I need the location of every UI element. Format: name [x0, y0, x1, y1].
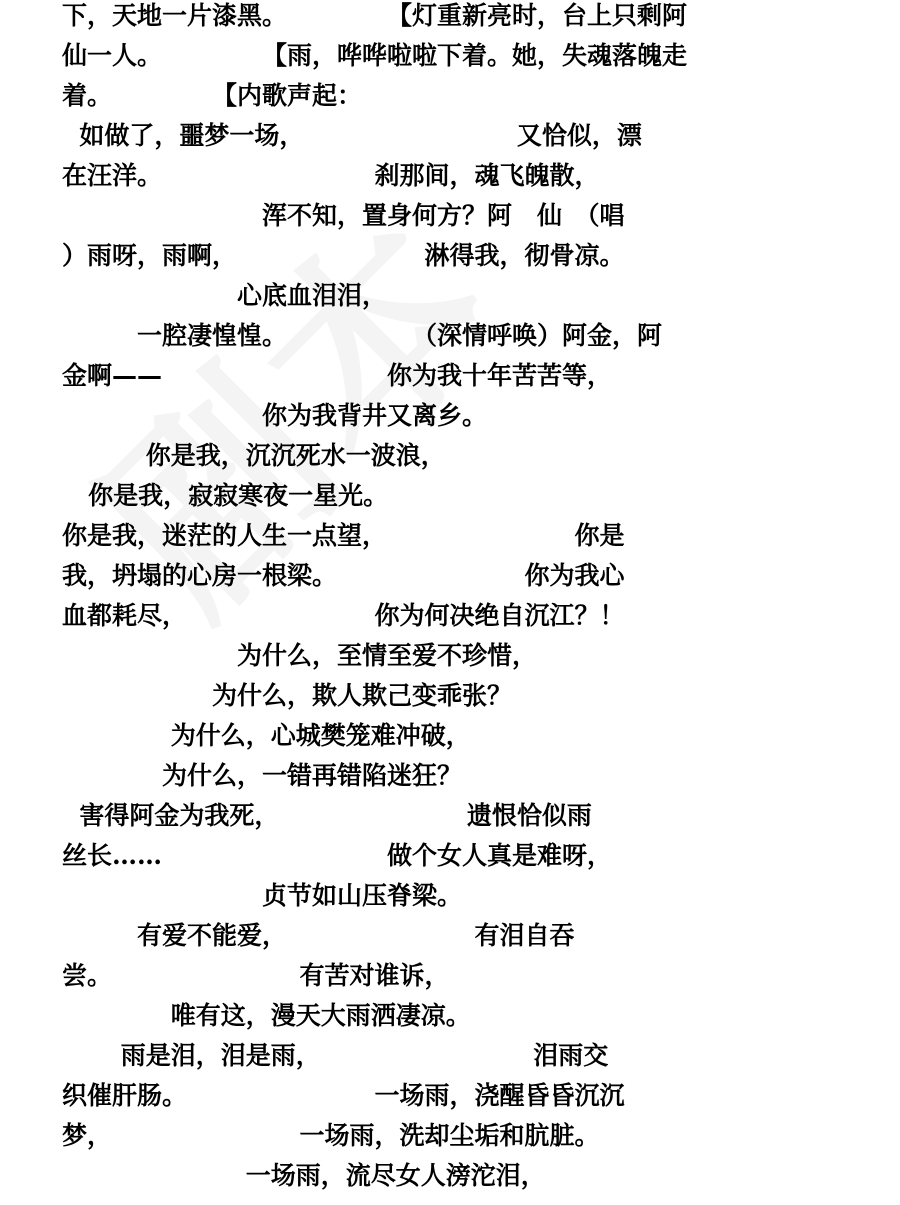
text-line: 你是我，沉沉死水一波浪， — [62, 441, 446, 470]
text-line: 为什么，欺人欺己变乖张？ — [62, 681, 513, 710]
text-line: 有爱不能爱， 有泪自吞 — [62, 921, 575, 950]
text-line: 血都耗尽， 你为何决绝自沉江？！ — [62, 601, 625, 630]
text-line: 我，坍塌的心房一根梁。 你为我心 — [62, 561, 625, 590]
text-line: 你是我，寂寂寒夜一星光。 — [62, 481, 389, 510]
text-line: 为什么，心城樊笼难冲破， — [62, 721, 471, 750]
text-line: 仙一人。 【雨，哗哗啦啦下着。她，失魂落魄走 — [62, 41, 688, 70]
text-line: 心底血泪泪， — [62, 281, 388, 310]
text-line: 浑不知，置身何方？阿 仙 （唱 — [62, 201, 625, 230]
text-line: ）雨呀，雨啊， 淋得我，彻骨凉。 — [62, 241, 625, 270]
text-line: 雨是泪，泪是雨， 泪雨交 — [62, 1041, 609, 1070]
text-line: 下，天地一片漆黑。 【灯重新亮时，台上只剩阿 — [62, 1, 688, 30]
text-line: 为什么，至情至爱不珍惜， — [62, 641, 538, 670]
text-line: 丝长…… 做个女人真是难呀， — [62, 841, 613, 870]
text-line: 一场雨，流尽女人滂沱泪， — [62, 1161, 546, 1190]
text-line: 织催肝肠。 一场雨，浇醒昏昏沉沉 — [62, 1081, 625, 1110]
text-line: 尝。 有苦对谁诉， — [62, 961, 450, 990]
text-line: 着。 【内歌声起： — [62, 81, 363, 110]
text-line: 在汪洋。 刹那间，魂飞魄散， — [62, 161, 600, 190]
text-line: 你是我，迷茫的人生一点望， 你是 — [62, 521, 625, 550]
text-line: 一腔凄惶惶。 （深情呼唤）阿金，阿 — [62, 321, 663, 350]
text-line: 你为我背井又离乡。 — [62, 401, 488, 430]
text-line: 梦， 一场雨，洗却尘垢和肮脏。 — [62, 1121, 600, 1150]
text-line: 唯有这，漫天大雨洒凄凉。 — [62, 1001, 471, 1030]
text-line: 为什么，一错再错陷迷狂？ — [62, 761, 463, 790]
text-line: 如做了，噩梦一场， 又恰似，漂 — [62, 121, 642, 150]
text-line: 害得阿金为我死， 遗恨恰似雨 — [62, 801, 592, 830]
text-line: 金啊—— 你为我十年苦苦等， — [62, 361, 613, 390]
text-line: 贞节如山压脊梁。 — [62, 881, 463, 910]
